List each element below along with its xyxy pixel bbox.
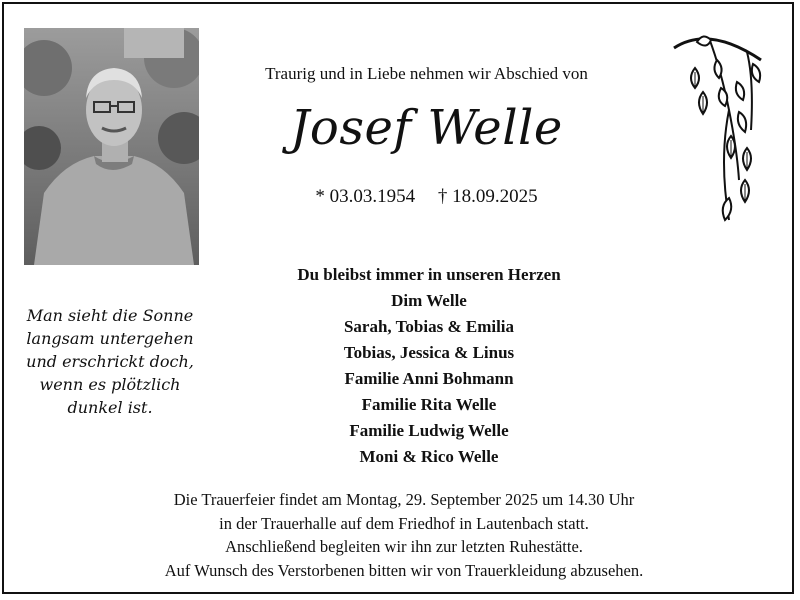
mourner-line: Sarah, Tobias & Emilia xyxy=(343,317,515,336)
mourner-line: Familie Ludwig Welle xyxy=(349,421,509,440)
quote-line: Man sieht die Sonne xyxy=(26,306,194,325)
funeral-info-line: in der Trauerhalle auf dem Friedhof in Lautenbach statt. xyxy=(219,513,589,533)
life-dates xyxy=(204,186,649,208)
leaf-branch-icon xyxy=(669,30,769,235)
mourner-line: Tobias, Jessica & Linus xyxy=(343,343,515,362)
birth-date: * 03.03.1954 xyxy=(315,186,416,207)
deceased-name: Josef Welle xyxy=(290,100,563,156)
funeral-info-line: Anschließend begleiten wir ihn zur letzten Ruhestätte. xyxy=(225,537,583,556)
mourner-line: Moni & Rico Welle xyxy=(359,447,499,466)
quote-line: und erschrickt doch, xyxy=(26,352,194,371)
mourner-line: Familie Rita Welle xyxy=(361,395,497,414)
mourners-list xyxy=(229,262,629,470)
mourner-line: Dim Welle xyxy=(391,291,467,310)
quote-line: wenn es plötzlich xyxy=(39,375,181,394)
intro-text: Traurig und in Liebe nehmen wir Abschied von xyxy=(265,64,588,83)
obituary-frame xyxy=(2,2,794,594)
funeral-info-line: Die Trauerfeier findet am Montag, 29. September 2025 um 14.30 Uhr xyxy=(173,490,635,509)
portrait-photo xyxy=(24,28,199,265)
quote xyxy=(20,304,200,419)
quote-line: langsam untergehen xyxy=(26,329,194,348)
death-date: † 18.09.2025 xyxy=(437,186,538,207)
funeral-info xyxy=(64,488,744,582)
mourners-heading: Du bleibst immer in unseren Herzen xyxy=(297,265,561,284)
funeral-info-line: Auf Wunsch des Verstorbenen bitten wir von Trauerkleidung abzusehen. xyxy=(164,560,644,580)
mourner-line: Familie Anni Bohmann xyxy=(344,369,514,388)
quote-line: dunkel ist. xyxy=(67,398,153,417)
